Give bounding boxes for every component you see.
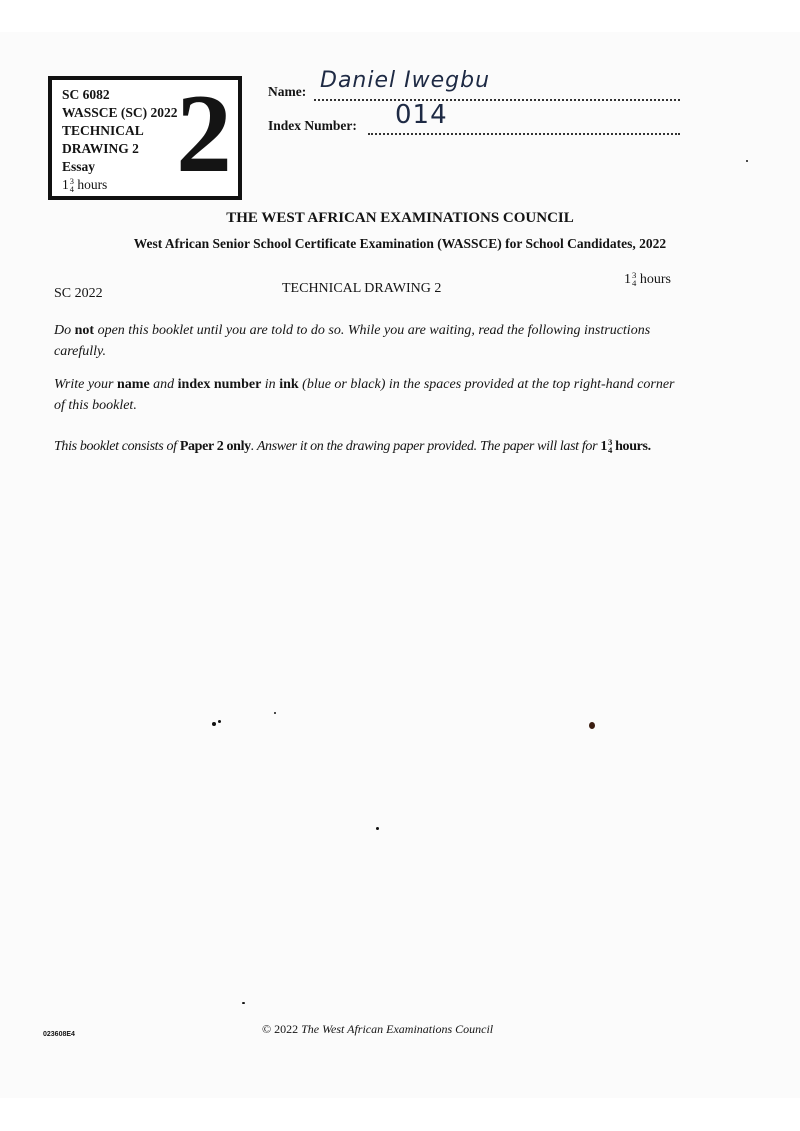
paper-code-lines <box>62 86 178 194</box>
instruction-text: (blue or black) in the spaces provided at the top right-hand corner of this booklet. <box>54 377 675 413</box>
duration-whole: 1 <box>600 439 607 454</box>
instruction-text: and <box>149 377 178 392</box>
scan-margin-bottom <box>0 1098 800 1131</box>
copyright-prefix: © 2022 <box>262 1022 302 1036</box>
instruction-text: open this booklet until you are told to do so. While you are waiting, read the following instructions carefully. <box>54 323 651 359</box>
instruction-text: Write your <box>54 377 117 392</box>
scan-margin-top <box>0 0 800 32</box>
scan-speck <box>746 160 748 162</box>
instruction-emphasis: name <box>117 377 150 392</box>
instruction-emphasis: not <box>74 323 95 338</box>
instruction-text: This booklet consists of <box>54 439 180 454</box>
fraction-numerator: 3 <box>607 436 612 447</box>
scan-speck <box>589 722 595 729</box>
scan-speck <box>212 722 216 726</box>
instruction-text: Do <box>54 323 75 338</box>
scan-speck <box>242 1002 245 1004</box>
scan-speck <box>218 720 221 723</box>
booklet-code: 023608E4 <box>43 1031 75 1038</box>
duration <box>62 176 178 194</box>
duration-fraction <box>632 272 636 288</box>
instruction-text: in <box>261 377 280 392</box>
scan-speck <box>274 712 276 714</box>
index-dotted-line <box>368 133 680 135</box>
paper-number: 2 <box>176 72 232 196</box>
instruction-2 <box>54 374 684 416</box>
index-number-field[interactable] <box>268 118 680 138</box>
council-title: THE WEST AFRICAN EXAMINATIONS COUNCIL <box>226 210 574 226</box>
name-handwritten-value: Daniel Iwegbu <box>320 68 491 93</box>
fraction-denominator: 4 <box>632 277 637 288</box>
instruction-3 <box>54 436 714 457</box>
instruction-text: . Answer it on the drawing paper provided. The paper will last for <box>250 439 601 454</box>
fraction-numerator: 3 <box>69 177 74 187</box>
fraction-denominator: 4 <box>69 184 74 194</box>
name-dotted-line <box>314 99 680 101</box>
paper-code: SC 6082 <box>62 87 110 102</box>
fraction-numerator: 3 <box>632 270 637 280</box>
instruction-emphasis: ink <box>279 377 299 392</box>
duration-unit: hours <box>639 272 671 288</box>
index-number-label: Index Number: <box>268 118 357 133</box>
instruction-emphasis: Paper 2 only <box>179 439 251 454</box>
name-label: Name: <box>268 84 307 99</box>
index-handwritten-value: 014 <box>395 100 448 130</box>
duration-fraction <box>70 178 74 193</box>
fraction-denominator: 4 <box>607 444 612 455</box>
copyright-notice <box>262 1022 493 1037</box>
instruction-1 <box>54 320 684 362</box>
sub-header-left: SC 2022 <box>54 286 103 301</box>
duration-whole: 1 <box>62 177 69 192</box>
instruction-duration <box>600 436 651 455</box>
sub-header-duration <box>624 272 671 288</box>
scan-speck <box>376 827 379 830</box>
paper-code-box <box>48 72 242 200</box>
copyright-body: The West African Examinations Council <box>301 1022 494 1036</box>
paper-type: Essay <box>62 159 96 174</box>
sub-header-subject: TECHNICAL DRAWING 2 <box>282 281 442 296</box>
duration-unit: hours <box>77 177 108 192</box>
instruction-emphasis: index number <box>177 377 262 392</box>
examination-title: West African Senior School Certificate Examination (WASSCE) for School Candidates, 2022 <box>133 236 667 251</box>
duration-unit: hours. <box>611 439 651 454</box>
subject-line-1: TECHNICAL <box>62 123 144 138</box>
duration-whole: 1 <box>624 272 631 288</box>
subject-line-2: DRAWING 2 <box>62 141 139 156</box>
exam-name: WASSCE (SC) 2022 <box>62 105 178 120</box>
